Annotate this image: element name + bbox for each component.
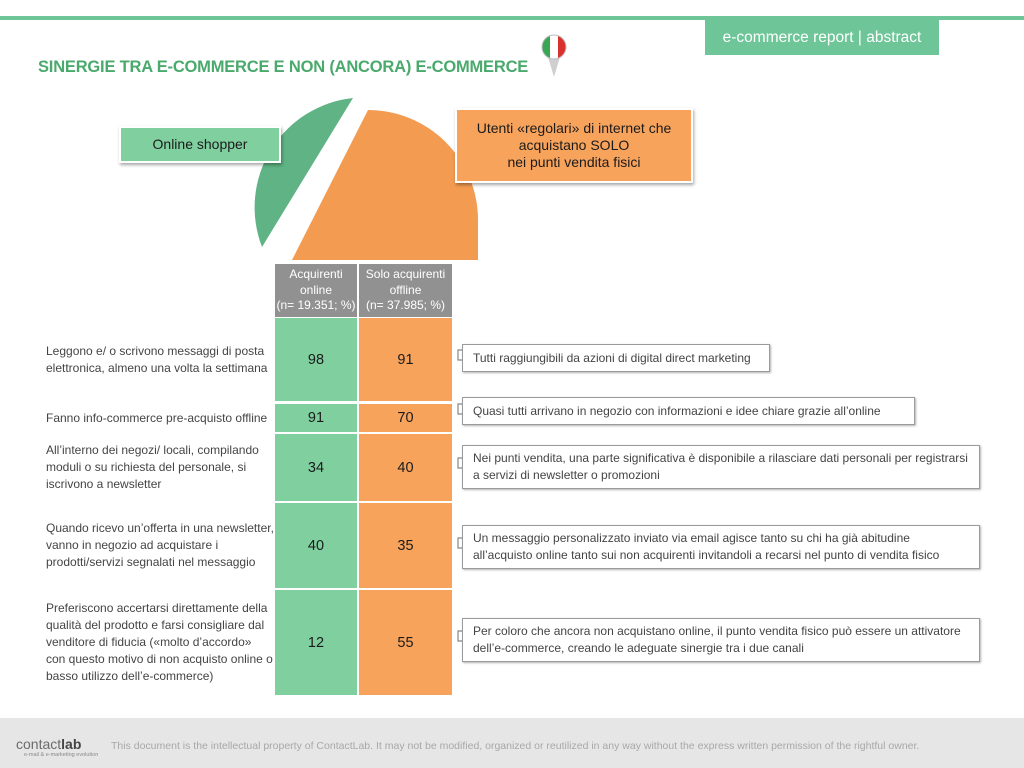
row-label: Fanno info-commerce pre-acquisto offline [46, 410, 268, 425]
contactlab-logo [16, 736, 81, 752]
row-label: Leggono e/ o scrivono messaggi di posta elettronica, almeno una volta la settimana [46, 343, 268, 375]
online-shopper-callout: Online shopper [119, 126, 281, 163]
row-label: Preferiscono accertarsi direttamente della qualità del prodotto e farsi consigliare dal venditore di fiducia («molto d’accordo» con questo motivo di non acquisto online o basso utilizzo dell’e-commerce) [46, 601, 273, 683]
value-online: 40 [275, 503, 357, 588]
value-offline: 35 [359, 503, 452, 588]
offline-buyer-callout: Utenti «regolari» di internet che acquistano SOLO nei punti vendita fisici [455, 108, 693, 183]
value-offline: 55 [359, 590, 452, 695]
insight-box: Per coloro che ancora non acquistano online, il punto vendita fisico può essere un attivatore dell’e-commerce, creando le adeguate sinergie tra i due canali [462, 618, 980, 662]
logo-tagline: e-mail & e-marketing evolution [24, 752, 99, 758]
insight-box: Nei punti vendita, una parte significativa è disponibile a rilasciare dati personali per registrarsi a servizi di newsletter o promozioni [462, 445, 980, 489]
value-online: 34 [275, 434, 357, 501]
value-offline: 91 [359, 318, 452, 401]
column-header-offline: Solo acquirenti offline (n= 37.985; %) [359, 264, 452, 317]
column-header-online: Acquirenti online (n= 19.351; %) [275, 264, 357, 317]
insight-box: Quasi tutti arrivano in negozio con informazioni e idee chiare grazie all’online [462, 397, 915, 425]
page-title: SINERGIE TRA E-COMMERCE E NON (ANCORA) E-COMMERCE [38, 58, 529, 76]
value-offline: 70 [359, 404, 452, 432]
footer-disclaimer: This document is the intellectual property of ContactLab. It may not be modified, organized or reutilized in any way without the express written permission of the rightful owner. [111, 740, 920, 752]
logo-bold: lab [61, 736, 82, 752]
pie-chart [240, 90, 490, 270]
insight-box: Un messaggio personalizzato inviato via email agisce tanto su chi ha già abitudine all’acquisto online tanto sui non acquirenti invitandoli a recarsi nel punto di vendita fisico [462, 525, 980, 569]
logo-main: contact [16, 736, 62, 752]
insight-box: Tutti raggiungibili da azioni di digital direct marketing [462, 344, 770, 372]
row-label: Quando ricevo un’offerta in una newsletter, vanno in negozio ad acquistare i prodotti/servizi segnalati nel messaggio [46, 521, 274, 569]
report-tag: e-commerce report | abstract [705, 20, 939, 55]
value-offline: 40 [359, 434, 452, 501]
row-label: All’interno dei negozi/ locali, compilando moduli o su richiesta del personale, si iscrivono a newsletter [46, 443, 259, 491]
value-online: 12 [275, 590, 357, 695]
value-online: 91 [275, 404, 357, 432]
italy-flag-pin-icon [538, 33, 570, 77]
value-online: 98 [275, 318, 357, 401]
